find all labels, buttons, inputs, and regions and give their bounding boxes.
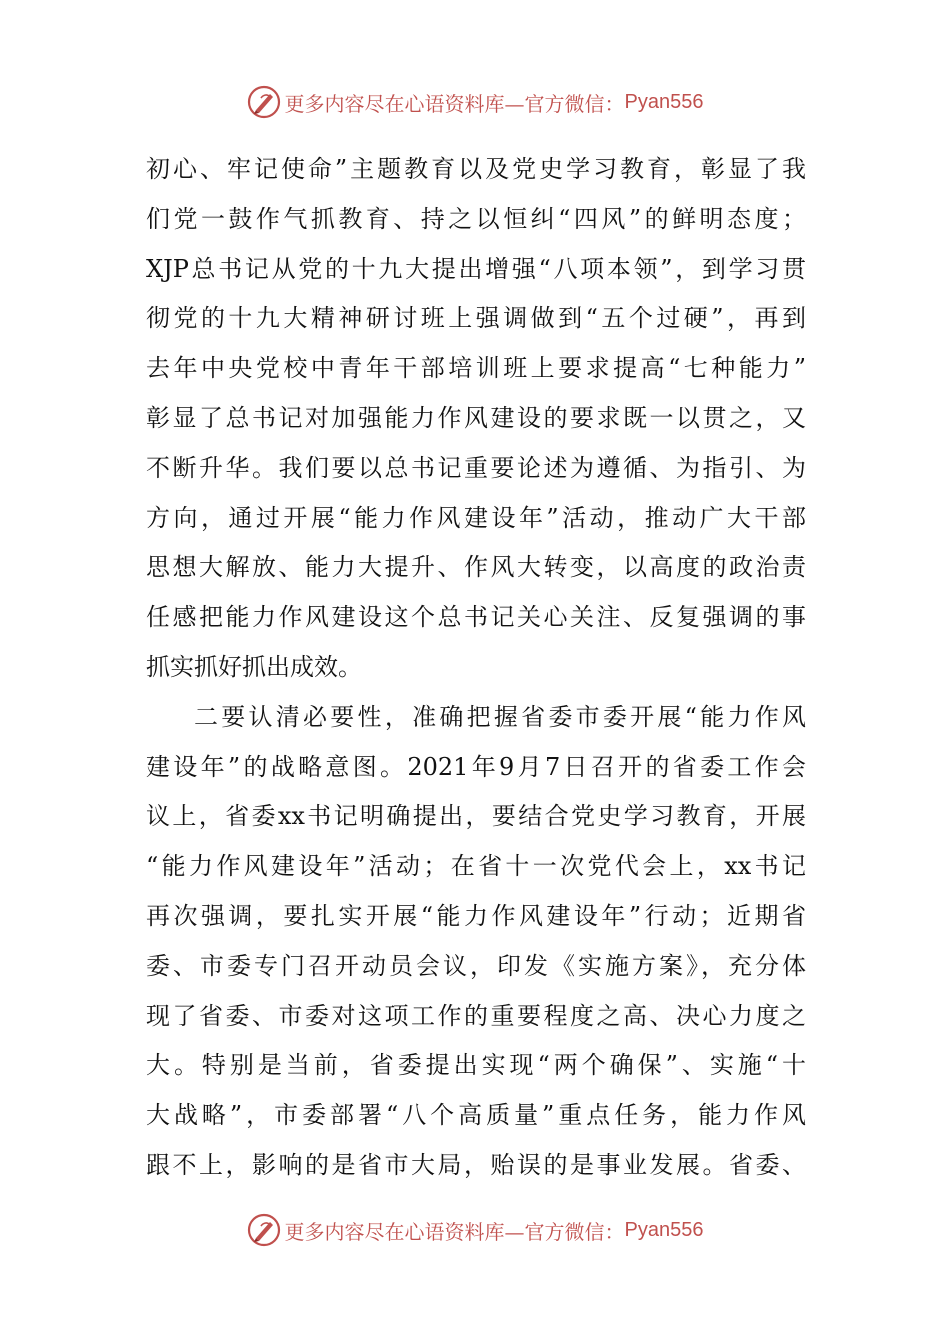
text-line: 去年中央党校中青年干部培训班上要求提高“七种能力” — [146, 354, 806, 383]
text-line: 建设年”的战略意图。2021年9月7日召开的省委工作会 — [146, 752, 806, 781]
text-line: 彰显了总书记对加强能力作风建设的要求既一以贯之，又 — [146, 403, 806, 432]
text-line: 跟不上，影响的是省市大局，贻误的是事业发展。省委、 — [146, 1150, 806, 1179]
document-body — [146, 145, 806, 1191]
text-line: 任感把能力作风建设这个总书记关心关注、反复强调的事 — [146, 603, 806, 632]
footer-watermark-banner — [0, 1208, 950, 1252]
text-line: 大战略”，市委部署“八个高质量”重点任务，能力作风 — [146, 1101, 806, 1130]
text-line: “能力作风建设年”活动；在省十一次党代会上，xx书记 — [146, 852, 806, 881]
pen-logo-icon — [247, 1213, 281, 1247]
text-line: 议上，省委xx书记明确提出，要结合党史学习教育，开展 — [146, 802, 806, 831]
text-line: 抓实抓好抓出成效。 — [146, 652, 362, 681]
text-line: 再次强调，要扎实开展“能力作风建设年”行动；近期省 — [146, 901, 806, 930]
text-line: 方向，通过开展“能力作风建设年”活动，推动广大干部 — [146, 503, 806, 532]
footer-banner-text: 更多内容尽在心语资料库—官方微信： — [284, 1219, 625, 1244]
paragraph-start-line: 二要认清必要性，准确把握省委市委开展“能力作风 — [194, 702, 806, 731]
text-line: 不断升华。我们要以总书记重要论述为遵循、为指引、为 — [146, 453, 806, 482]
text-line: XJP总书记从党的十九大提出增强“八项本领”，到学习贯 — [146, 254, 806, 283]
text-line: 彻党的十九大精神研讨班上强调做到“五个过硬”，再到 — [146, 304, 806, 333]
header-wechat-handle: Pyan556 — [624, 90, 704, 113]
text-line: 现了省委、市委对这项工作的重要程度之高、决心力度之 — [146, 1001, 806, 1030]
text-line: 初心、牢记使命”主题教育以及党史学习教育，彰显了我 — [146, 155, 806, 183]
text-line: 委、市委专门召开动员会议，印发《实施方案》，充分体 — [146, 951, 806, 980]
footer-wechat-handle: Pyan556 — [624, 1218, 704, 1241]
header-banner-text: 更多内容尽在心语资料库—官方微信： — [284, 91, 625, 116]
text-line: 们党一鼓作气抓教育、持之以恒纠“四风”的鲜明态度； — [146, 204, 806, 233]
pen-logo-icon — [247, 85, 281, 119]
header-watermark-banner — [0, 80, 950, 124]
text-line: 大。特别是当前，省委提出实现“两个确保”、实施“十 — [146, 1051, 806, 1080]
text-line: 思想大解放、能力大提升、作风大转变，以高度的政治责 — [146, 553, 806, 582]
